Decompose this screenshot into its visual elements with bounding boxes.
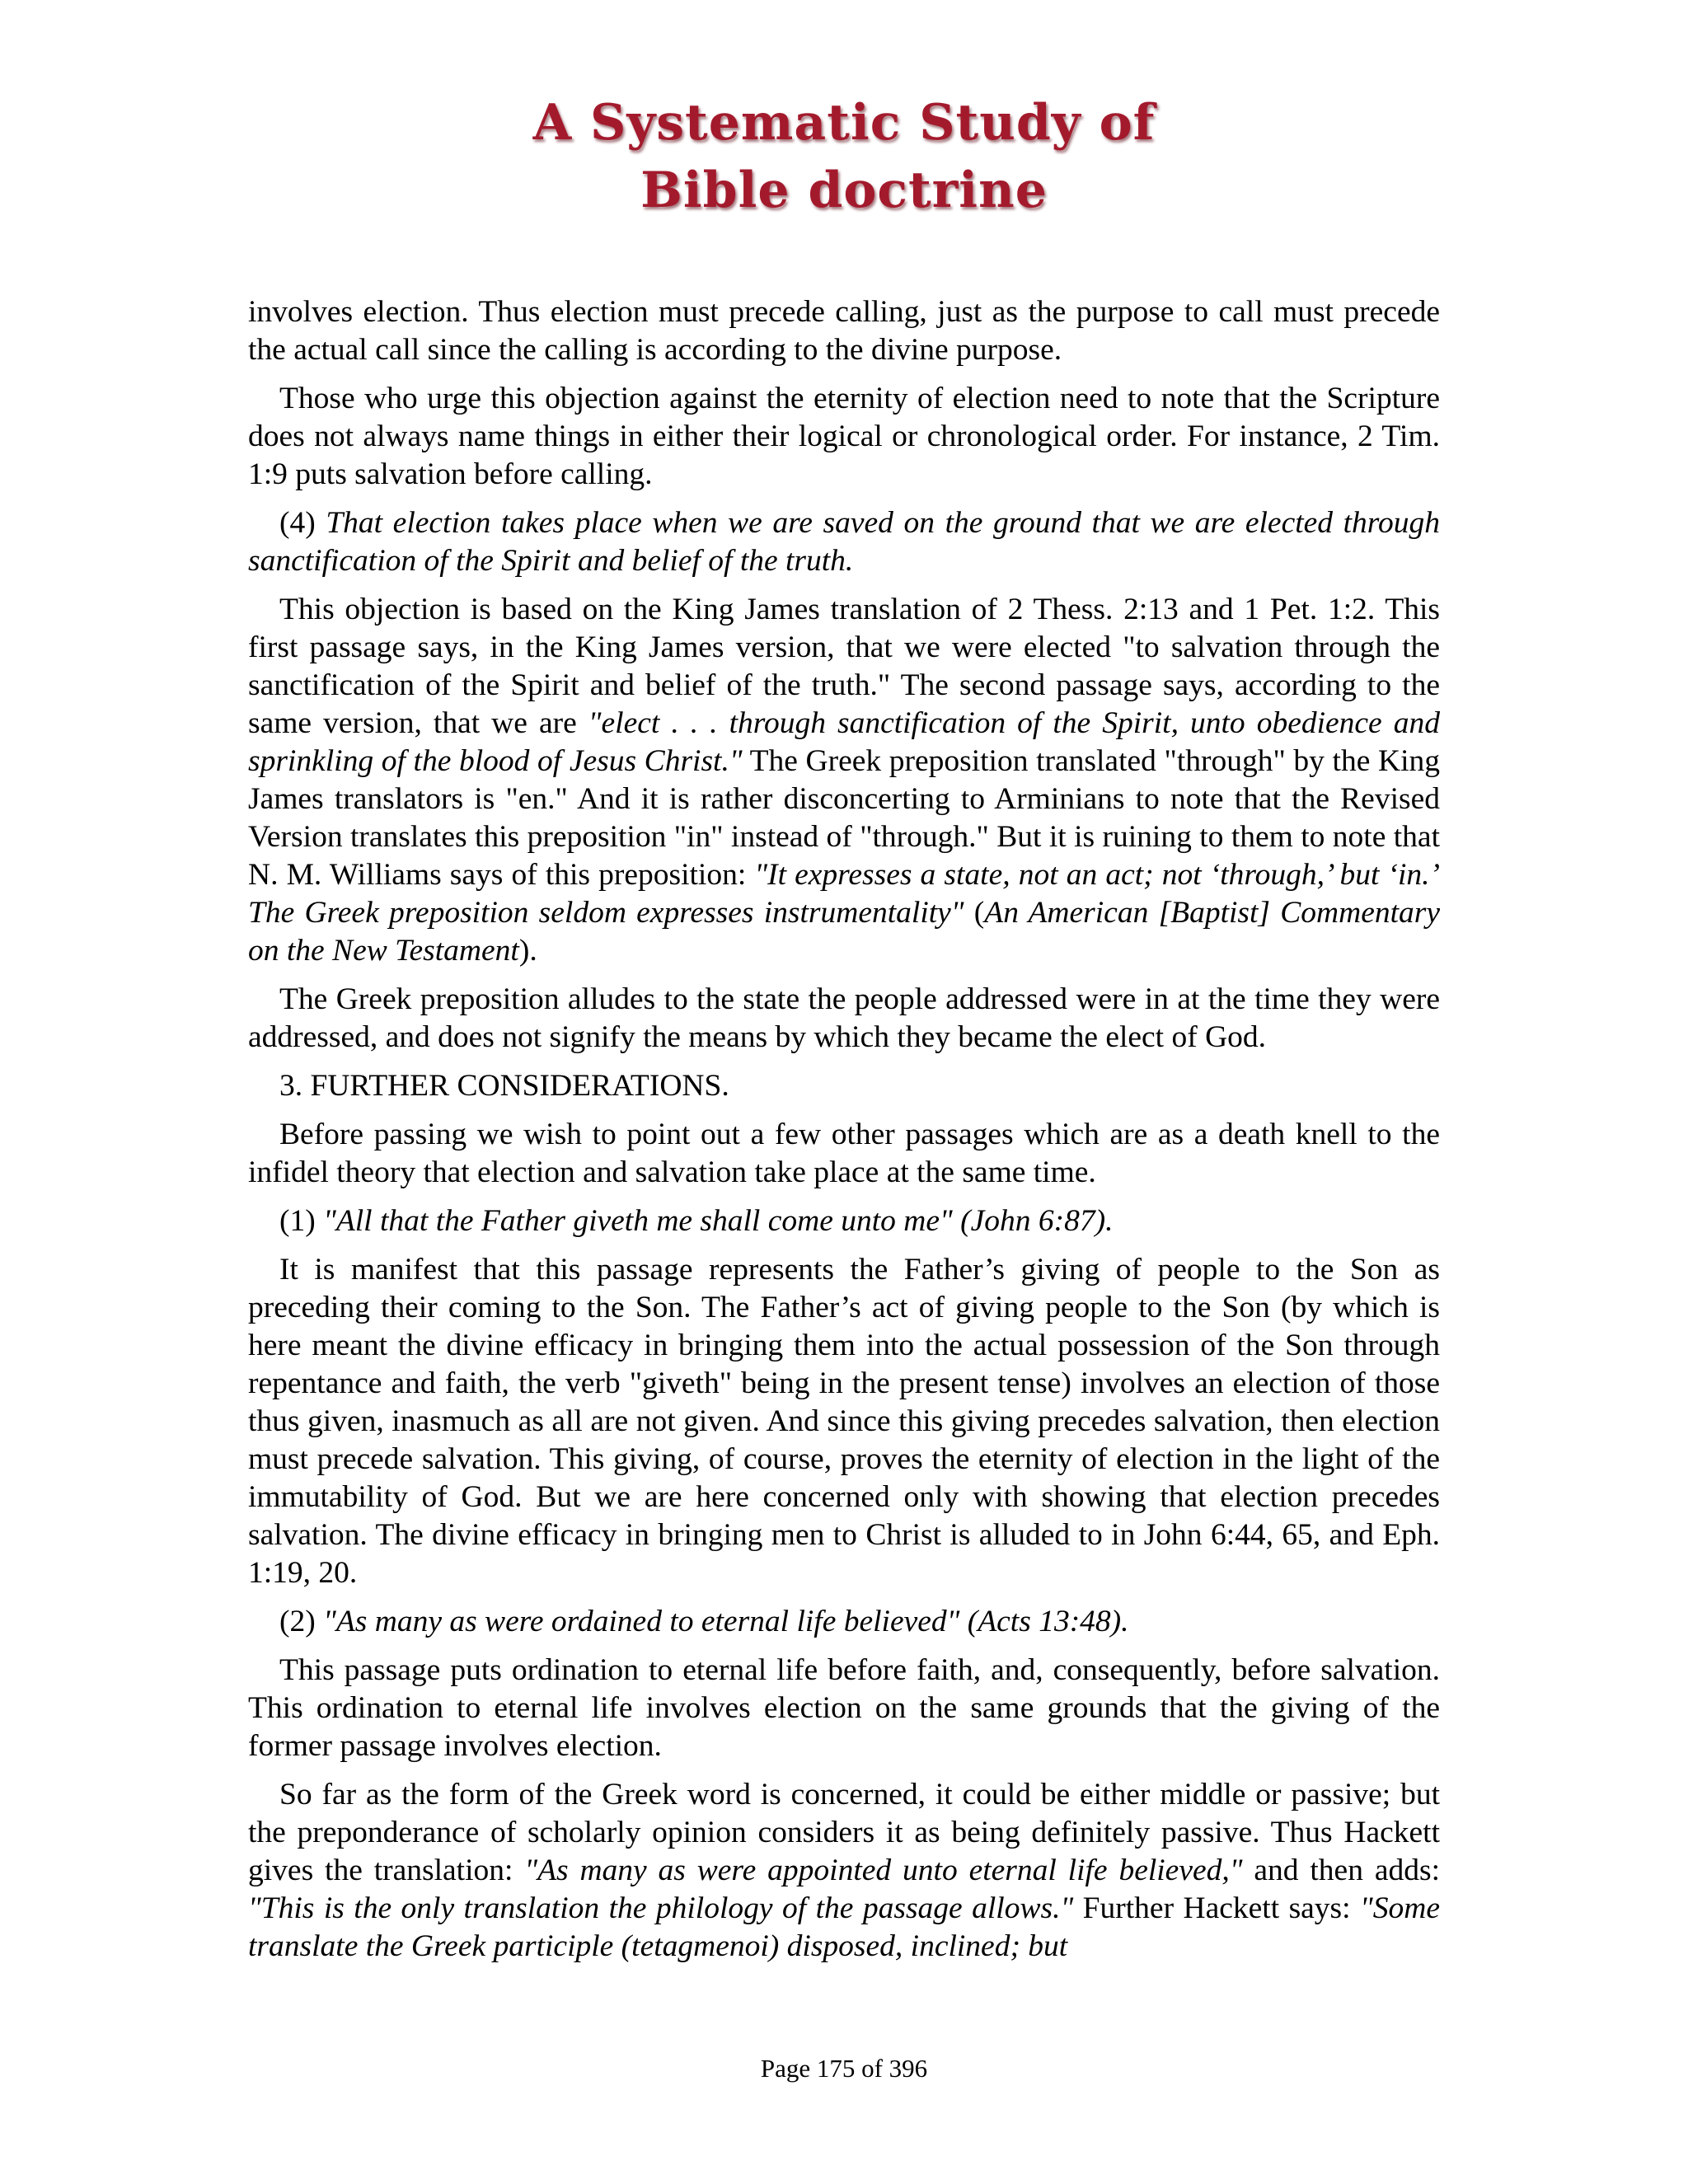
italic-text: "Some translate the Greek participle (tetagmenoi) disposed, inclined; but — [248, 1891, 1440, 1963]
italic-text: An American [Baptist] Commentary on the New Testament — [248, 896, 1440, 968]
text-run: It is manifest that this passage represents the Father’s giving of people to the Son as preceding their coming to the Son. The Father’s act of giving people to the Son (by which is here meant the divine efficacy in bringing them into the actual possession of the Son through repentance and faith, the verb "giveth" being in the present tense) involves an election of those thus given, inasmuch as all are not given. And since this giving precedes salvation, then election must precede salvation. This giving, of course, proves the eternity of election in the light of the immutability of God. But we are here concerned only with showing that election precedes salvation. The divine efficacy in bringing men to Christ is alluded to in John 6:44, 65, and Eph. 1:19, 20. — [248, 1253, 1440, 1590]
italic-text: "This is the only translation the philology of the passage allows." — [248, 1891, 1074, 1925]
paragraph — [248, 380, 1440, 494]
paragraph — [248, 1776, 1440, 1966]
paragraph — [248, 1116, 1440, 1192]
text-run: 3. FURTHER CONSIDERATIONS. — [279, 1069, 729, 1103]
text-run: (1) — [279, 1204, 324, 1238]
text-run: The Greek preposition translated "through" by the King James translators is "en." And it is rather disconcerting to Arminians to note that the Revised Version translates this preposition "in" instead of "through." But it is ruining to them to note that N. M. Williams says of this preposition: — [248, 744, 1440, 892]
text-run: ( — [964, 896, 985, 930]
document-body — [248, 293, 1440, 1976]
text-run: The Greek preposition alludes to the state the people addressed were in at the time they were addressed, and does not signify the means by which they became the elect of God. — [248, 982, 1440, 1054]
text-run: involves election. Thus election must precede calling, just as the purpose to call must precede the actual call since the calling is according to the divine purpose. — [248, 295, 1440, 367]
text-run: ). — [518, 934, 537, 968]
paragraph — [248, 1251, 1440, 1592]
text-run: and then adds: — [1242, 1854, 1440, 1887]
italic-text: "It expresses a state, not an act; not ‘through,’ but ‘in.’ The Greek preposition seldom expresses instrumentality" — [248, 858, 1440, 930]
paragraph — [248, 981, 1440, 1057]
section-heading — [248, 1067, 1440, 1105]
paragraph — [248, 1652, 1440, 1765]
paragraph — [248, 591, 1440, 970]
paragraph — [248, 1202, 1440, 1240]
text-run: Before passing we wish to point out a few other passages which are as a death knell to the infidel theory that election and salvation take place at the same time. — [248, 1118, 1440, 1189]
page-number: Page 175 of 396 — [760, 2054, 928, 2083]
header-logo — [0, 89, 1688, 224]
paragraph — [248, 293, 1440, 369]
italic-text: "As many as were ordained to eternal life believed" (Acts 13:48). — [323, 1605, 1129, 1638]
italic-text: "As many as were appointed unto eternal life believed," — [524, 1854, 1243, 1887]
paragraph — [248, 1603, 1440, 1641]
paragraph — [248, 504, 1440, 580]
header-title-line2: Bible doctrine — [640, 162, 1048, 219]
text-run: So far as the form of the Greek word is concerned, it could be either middle or passive; but the preponderance of scholarly opinion considers it as being definitely passive. Thus Hackett gives the translation: — [248, 1778, 1440, 1887]
italic-text: "elect . . . through sanctification of the Spirit, unto obedience and sprinkling of the blood of Jesus Christ." — [248, 706, 1440, 778]
text-run: Further Hackett says: — [1073, 1891, 1361, 1925]
text-run: (2) — [279, 1605, 324, 1638]
italic-text: "All that the Father giveth me shall come unto me" (John 6:87). — [323, 1204, 1114, 1238]
text-run: (4) — [279, 506, 326, 540]
text-run: Those who urge this objection against the eternity of election need to note that the Scripture does not always name things in either their logical or chronological order. For instance, 2 Tim. 1:9 puts salvation before calling. — [248, 382, 1440, 491]
text-run: This passage puts ordination to eternal life before faith, and, consequently, before salvation. This ordination to eternal life involves election on the same grounds that the giving of the former passage involves election. — [248, 1653, 1440, 1763]
header-title-line1: A Systematic Study of — [532, 94, 1156, 152]
italic-text: That election takes place when we are saved on the ground that we are elected through sanctification of the Spirit and belief of the truth. — [248, 506, 1440, 578]
text-run: This objection is based on the King James translation of 2 Thess. 2:13 and 1 Pet. 1:2. This first passage says, in the King James version, that we were elected "to salvation through the sanctification of the Spirit and belief of the truth." The second passage says, according to the same version, that we are — [248, 593, 1440, 740]
